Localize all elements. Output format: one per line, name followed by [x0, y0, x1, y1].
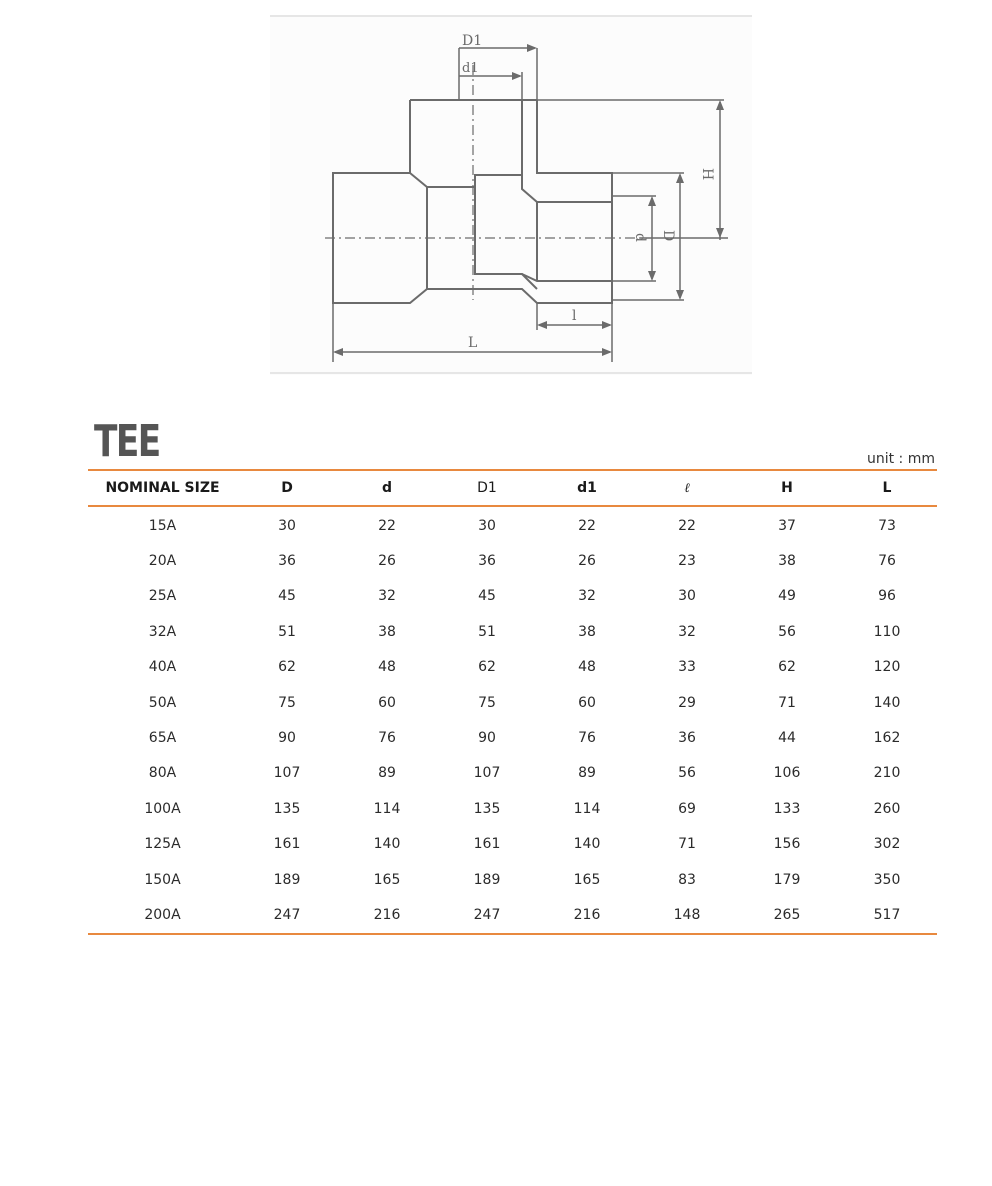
table-cell-nominal-size: 80A — [148, 765, 177, 782]
table-cell: 114 — [373, 800, 401, 817]
table-cell-nominal-size: 150A — [144, 871, 181, 888]
table-cell: 36 — [678, 730, 696, 747]
table-cell: 48 — [578, 659, 596, 676]
table-cell: 161 — [473, 836, 501, 853]
table-cell: 32 — [578, 588, 596, 605]
dim-label-D: D — [660, 230, 676, 242]
table-row — [88, 720, 937, 755]
table-cell: 165 — [373, 871, 401, 888]
table-cell: 260 — [873, 800, 901, 817]
table-row — [88, 897, 937, 933]
table-cell: 161 — [273, 836, 301, 853]
table-cell: 83 — [678, 871, 696, 888]
table-cell: 140 — [373, 836, 401, 853]
table-cell: 165 — [573, 871, 601, 888]
table-cell: 29 — [678, 694, 696, 711]
table-cell: 36 — [278, 553, 296, 570]
table-row — [88, 791, 937, 826]
table-header-row — [88, 470, 937, 506]
table-cell: 38 — [378, 623, 396, 640]
table-row — [88, 756, 937, 791]
table-cell: 30 — [278, 517, 296, 534]
table-cell: 56 — [678, 765, 696, 782]
table-cell: 76 — [878, 553, 896, 570]
table-cell: 189 — [273, 871, 301, 888]
dim-label-d1: d1 — [462, 61, 479, 76]
table-cell: 75 — [278, 694, 296, 711]
table-cell: 73 — [878, 517, 896, 534]
table-cell: 71 — [678, 836, 696, 853]
dimension-table — [88, 469, 937, 935]
table-cell-nominal-size: 125A — [144, 836, 181, 853]
table-cell: 56 — [778, 623, 796, 640]
col-header-l: ℓ — [684, 481, 690, 496]
table-cell: 96 — [878, 588, 896, 605]
table-cell-nominal-size: 15A — [148, 517, 177, 534]
table-cell: 32 — [378, 588, 396, 605]
table-cell: 148 — [673, 906, 701, 923]
table-cell: 517 — [873, 906, 901, 923]
table-row — [88, 827, 937, 862]
table-cell: 48 — [378, 659, 396, 676]
col-header-H: H — [781, 480, 793, 496]
table-row — [88, 650, 937, 685]
table-cell: 33 — [678, 659, 696, 676]
table-row — [88, 506, 937, 543]
table-cell: 107 — [273, 765, 301, 782]
col-header-d1: d1 — [577, 480, 597, 496]
table-cell: 90 — [278, 730, 296, 747]
table-cell: 76 — [378, 730, 396, 747]
table-cell: 106 — [773, 765, 801, 782]
table-cell: 37 — [778, 517, 796, 534]
table-cell-nominal-size: 25A — [148, 588, 177, 605]
col-header-L: L — [882, 480, 892, 496]
table-cell: 107 — [473, 765, 501, 782]
table-cell: 140 — [873, 694, 901, 711]
table-row — [88, 862, 937, 897]
dim-label-d: d — [632, 233, 648, 242]
col-header-D: D — [281, 480, 293, 496]
col-header-D1: D1 — [477, 480, 497, 496]
table-cell: 71 — [778, 694, 796, 711]
table-cell: 38 — [578, 623, 596, 640]
dim-label-l: l — [572, 308, 577, 324]
table-cell-nominal-size: 200A — [144, 906, 181, 923]
table-cell: 26 — [578, 553, 596, 570]
table-cell: 22 — [678, 517, 696, 534]
table-cell: 62 — [478, 659, 496, 676]
table-cell: 62 — [278, 659, 296, 676]
table-cell: 49 — [778, 588, 796, 605]
table-cell: 189 — [473, 871, 501, 888]
table-cell: 45 — [278, 588, 296, 605]
table-cell: 26 — [378, 553, 396, 570]
table-cell-nominal-size: 50A — [148, 694, 177, 711]
table-cell: 265 — [773, 906, 801, 923]
table-cell: 302 — [873, 836, 901, 853]
table-cell-nominal-size: 20A — [148, 553, 177, 570]
table-cell-nominal-size: 65A — [148, 730, 177, 747]
product-title: TEE — [94, 416, 160, 467]
dim-label-L: L — [468, 335, 478, 351]
col-header-nominal-size: NOMINAL SIZE — [105, 480, 220, 496]
table-cell: 51 — [478, 623, 496, 640]
table-cell: 30 — [678, 588, 696, 605]
table-cell: 156 — [773, 836, 801, 853]
table-cell-nominal-size: 40A — [148, 659, 177, 676]
table-cell: 135 — [473, 800, 501, 817]
table-cell: 30 — [478, 517, 496, 534]
table-cell: 45 — [478, 588, 496, 605]
table-cell: 51 — [278, 623, 296, 640]
table-cell: 120 — [873, 659, 901, 676]
table-cell-nominal-size: 32A — [148, 623, 177, 640]
dim-label-D1: D1 — [462, 33, 483, 49]
table-cell: 76 — [578, 730, 596, 747]
table-row — [88, 579, 937, 614]
table-cell: 247 — [273, 906, 301, 923]
table-cell: 162 — [873, 730, 901, 747]
table-body — [88, 506, 937, 934]
table-cell: 89 — [578, 765, 596, 782]
table-cell: 133 — [773, 800, 801, 817]
table-cell: 179 — [773, 871, 801, 888]
table-cell: 216 — [373, 906, 401, 923]
unit-label: unit : mm — [866, 451, 935, 467]
table-cell: 36 — [478, 553, 496, 570]
table-cell: 247 — [473, 906, 501, 923]
table-cell: 32 — [678, 623, 696, 640]
table-row — [88, 614, 937, 649]
col-header-d: d — [381, 480, 393, 496]
table-cell: 110 — [873, 623, 901, 640]
table-cell: 22 — [578, 517, 596, 534]
table-cell: 114 — [573, 800, 601, 817]
table-cell: 75 — [478, 694, 496, 711]
table-cell: 135 — [273, 800, 301, 817]
tee-technical-drawing — [270, 15, 752, 375]
table-cell: 350 — [873, 871, 901, 888]
table-cell: 22 — [378, 517, 396, 534]
table-cell: 60 — [378, 694, 396, 711]
table-cell: 216 — [573, 906, 601, 923]
table-cell: 69 — [678, 800, 696, 817]
table-cell: 140 — [573, 836, 601, 853]
table-cell: 23 — [678, 553, 696, 570]
table-row — [88, 543, 937, 578]
table-cell: 44 — [778, 730, 796, 747]
table-cell-nominal-size: 100A — [144, 800, 181, 817]
table-cell: 90 — [478, 730, 496, 747]
table-cell: 60 — [578, 694, 596, 711]
table-cell: 38 — [778, 553, 796, 570]
table-cell: 89 — [378, 765, 396, 782]
dim-label-H: H — [699, 168, 715, 181]
table-cell: 62 — [778, 659, 796, 676]
table-row — [88, 685, 937, 720]
table-cell: 210 — [873, 765, 901, 782]
